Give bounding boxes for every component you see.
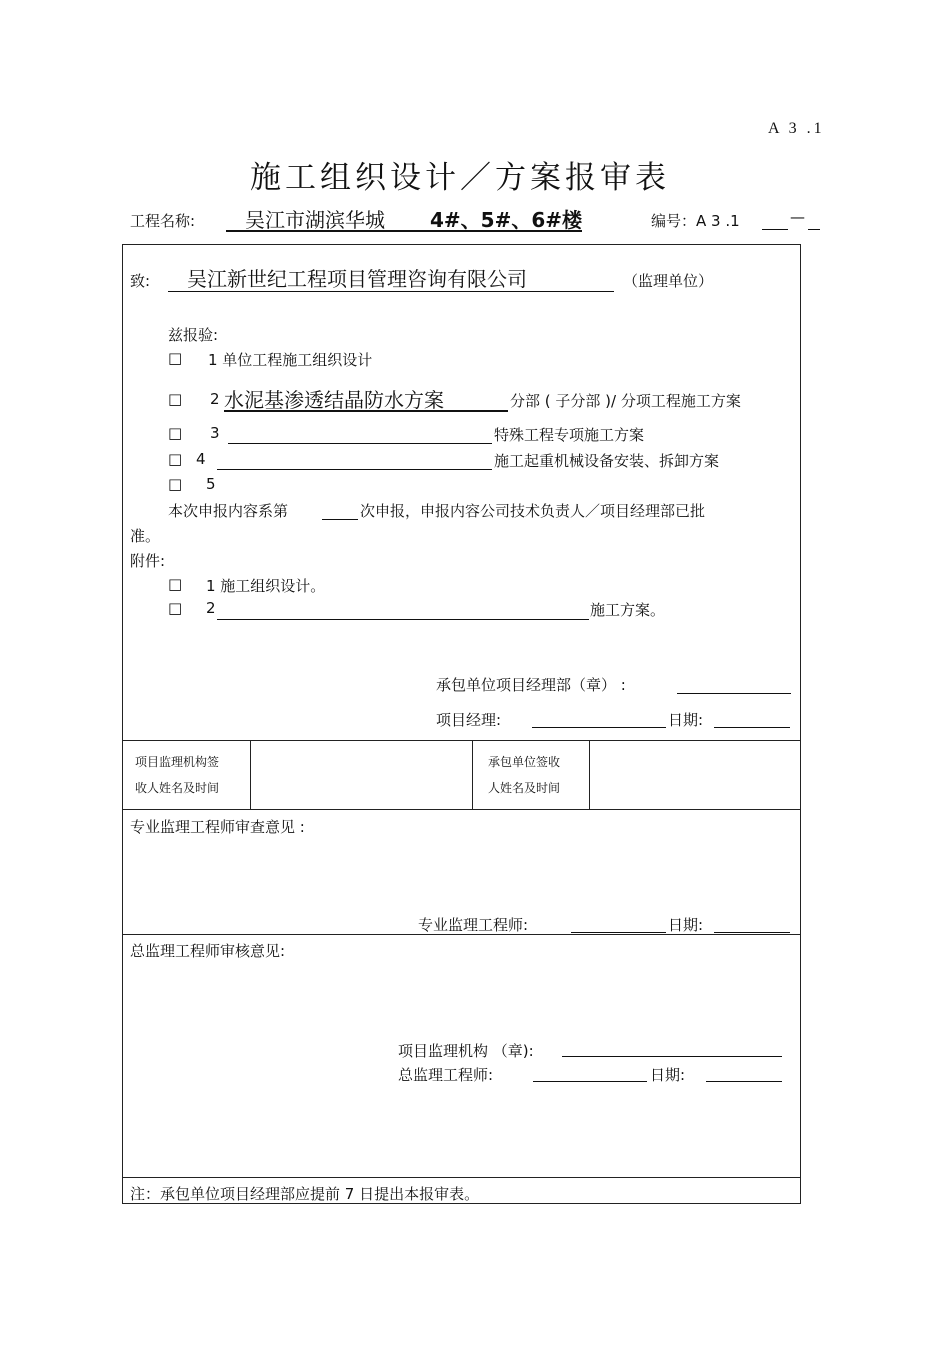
receipt-col-2 <box>472 740 473 809</box>
page-title: 施工组织设计／方案报审表 <box>250 160 670 196</box>
chief-date-blank[interactable] <box>706 1081 782 1082</box>
item-4-label: 施工起重机械设备安装、拆卸方案 <box>494 452 720 470</box>
contractor-date-label: 日期: <box>668 711 704 729</box>
receipt-col-1 <box>250 740 251 809</box>
item-3-number: 3 <box>210 424 220 442</box>
supervision-receipt-label-1: 项目监理机构签 <box>135 755 220 769</box>
specialist-date-blank[interactable] <box>714 932 790 933</box>
item-2-underline <box>224 410 508 412</box>
footer-note: 注：承包单位项目经理部应提前 7 日提出本报审表。 <box>130 1185 480 1203</box>
form-number-label: 编号：A 3 .1 <box>651 212 740 230</box>
attachment-2-label: 施工方案。 <box>590 601 666 619</box>
checkbox-item-3[interactable]: □ <box>168 424 183 442</box>
item-5-number: 5 <box>206 475 216 493</box>
project-manager-blank[interactable] <box>532 727 666 728</box>
attachment-2-underline[interactable] <box>217 619 589 620</box>
chief-engineer-label: 总监理工程师: <box>398 1066 494 1084</box>
supervision-agency-blank[interactable] <box>562 1056 782 1057</box>
submission-note-start: 本次申报内容系第 <box>168 502 289 520</box>
checkbox-attachment-1[interactable]: □ <box>168 575 183 593</box>
checkbox-item-2[interactable]: □ <box>168 390 183 408</box>
checkbox-item-1[interactable]: □ <box>168 349 183 367</box>
item-4-underline[interactable] <box>217 469 492 470</box>
project-name-value: 吴江市湖滨华城 <box>245 208 385 232</box>
form-number-dash: — <box>790 208 805 226</box>
form-number-blank-1 <box>762 229 788 230</box>
attachments-label: 附件: <box>130 552 166 570</box>
to-label: 致: <box>130 272 151 290</box>
checkbox-attachment-2[interactable]: □ <box>168 599 183 617</box>
contractor-dept-label: 承包单位项目经理部（章） : <box>436 676 626 694</box>
specialist-opinion-label: 专业监理工程师审查意见 : <box>130 818 305 836</box>
project-manager-label: 项目经理: <box>436 711 502 729</box>
receipt-col-3 <box>589 740 590 809</box>
divider-footer-top <box>122 1177 800 1178</box>
item-4-number: 4 <box>196 450 206 468</box>
chief-opinion-label: 总监理工程师审核意见: <box>130 942 286 960</box>
divider-receipt-bottom <box>122 809 800 810</box>
company-underline <box>168 291 614 292</box>
checkbox-item-4[interactable]: □ <box>168 450 183 468</box>
chief-date-label: 日期: <box>650 1066 686 1084</box>
attachment-2-number: 2 <box>206 599 216 617</box>
supervision-company: 吴江新世纪工程项目管理咨询有限公司 <box>187 267 527 291</box>
item-2-scheme-name: 水泥基渗透结晶防水方案 <box>224 388 444 412</box>
item-2-number: 2 <box>210 390 220 408</box>
supervision-receipt-label-2: 收人姓名及时间 <box>135 781 220 795</box>
project-buildings: 4#、5#、6#楼 <box>430 208 583 232</box>
item-3-underline[interactable] <box>228 443 492 444</box>
project-name-label: 工程名称: <box>130 212 196 230</box>
supervision-agency-label: 项目监理机构 （章): <box>398 1042 534 1060</box>
specialist-engineer-label: 专业监理工程师: <box>418 916 529 934</box>
contractor-seal-blank[interactable] <box>677 693 791 694</box>
attachment-1-label: 1 施工组织设计。 <box>206 577 326 595</box>
contractor-receipt-label-2: 人姓名及时间 <box>488 781 561 795</box>
contractor-receipt-label-1: 承包单位签收 <box>488 755 561 769</box>
specialist-engineer-blank[interactable] <box>571 932 666 933</box>
item-1-label: 1 单位工程施工组织设计 <box>208 351 373 369</box>
checkbox-item-5[interactable]: □ <box>168 475 183 493</box>
chief-engineer-blank[interactable] <box>533 1081 647 1082</box>
contractor-date-blank[interactable] <box>714 727 790 728</box>
submission-intro: 兹报验: <box>168 326 219 344</box>
submission-note-end: 准。 <box>130 527 161 545</box>
item-2-label: 分部 ( 子分部 )/ 分项工程施工方案 <box>510 392 741 410</box>
submission-count-blank[interactable] <box>322 519 358 520</box>
project-name-underline <box>226 230 582 232</box>
divider-receipt-top <box>122 740 800 741</box>
form-number-blank-2 <box>808 229 820 230</box>
specialist-date-label: 日期: <box>668 916 704 934</box>
form-code: A 3 .1 <box>768 120 825 137</box>
item-3-label: 特殊工程专项施工方案 <box>494 426 645 444</box>
supervision-unit-role: （监理单位） <box>623 272 714 290</box>
submission-note-middle: 次申报，申报内容公司技术负责人／项目经理部已批 <box>360 502 706 520</box>
